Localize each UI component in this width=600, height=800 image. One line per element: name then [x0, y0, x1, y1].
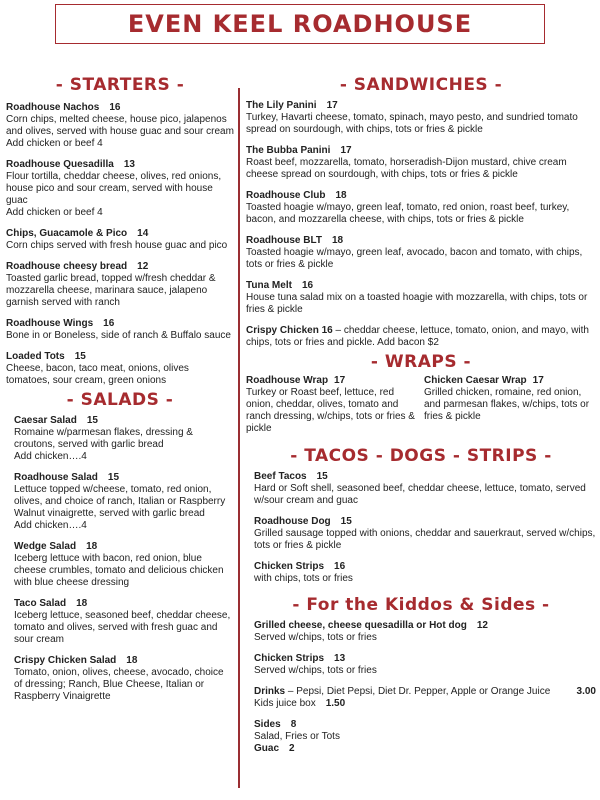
menu-item-kids-grilled-cheese: Grilled cheese, cheese quesadilla or Hot dog 12 Served w/chips, tots or fries: [254, 620, 488, 643]
menu-item-cheesy-bread: Roadhouse cheesy bread 12 Toasted garlic bread, topped w/fresh cheddar & mozzarella cheese, marinara sauce, jalapeno garnish served with ranch: [6, 261, 216, 308]
left-column: [6, 74, 234, 712]
salads-heading: - SALADS -: [66, 390, 174, 410]
menu-item-caesar-salad: Caesar Salad 15 Romaine w/parmesan flakes, dressing & croutons, served with garlic bread Add chicken….4: [14, 415, 193, 462]
menu-item-chips-guac: Chips, Guacamole & Pico 14 Corn chips served with fresh house guac and pico: [6, 228, 228, 251]
menu-item-roadhouse-blt: Roadhouse BLT 18 Toasted hoagie w/mayo, green leaf, avocado, bacon and tomato, with chips, tots or fries & pickle: [246, 235, 583, 270]
menu-item-roadhouse-salad: Roadhouse Salad 15 Lettuce topped w/cheese, tomato, red onion, olives, and choice of ranch, Italian or Raspberry Walnut vinaigrette, served with garlic bread Add chicken….4: [14, 472, 226, 531]
menu-item-crispy-chicken: Crispy Chicken 16 – cheddar cheese, lettuce, tomato, onion, and mayo, with chips, tots or fries and pickle. Add bacon $2: [246, 325, 589, 348]
menu-item-loaded-tots: Loaded Tots 15 Cheese, bacon, taco meat, onions, olives tomatoes, sour cream, green onions: [6, 351, 189, 386]
right-column: [246, 74, 596, 755]
menu-item-chicken-strips: Chicken Strips 16 with chips, tots or fries: [254, 561, 353, 584]
menu-item-quesadilla: Roadhouse Quesadilla 13 Flour tortilla, cheddar cheese, olives, red onions, house pico and sour cream, served with house guac Add chicken or beef 4: [6, 159, 222, 218]
kiddos-heading: - For the Kiddos & Sides -: [292, 595, 550, 615]
sandwiches-heading: - SANDWICHES -: [339, 75, 503, 95]
menu-item-roadhouse-club: Roadhouse Club 18 Toasted hoagie w/mayo, green leaf, tomato, red onion, roast beef, turkey, bacon, and mozzarella cheese, with chips, tots or fries & pickle: [246, 190, 570, 225]
drinks-row: Drinks – Pepsi, Diet Pepsi, Diet Dr. Pepper, Apple or Orange Juice 3.00: [254, 686, 596, 697]
starters-heading: - STARTERS -: [55, 75, 185, 95]
tacos-heading: - TACOS - DOGS - STRIPS -: [290, 446, 552, 466]
menu-item-kids-chicken-strips: Chicken Strips 13 Served w/chips, tots or fries: [254, 653, 377, 676]
menu-item-nachos: Roadhouse Nachos 16 Corn chips, melted cheese, house pico, jalapenos and olives, served with house guac and sour cream Add chicken or beef 4: [6, 102, 234, 149]
menu-item-roadhouse-dog: Roadhouse Dog 15 Grilled sausage topped with onions, cheddar and sauerkraut, served w/chips, tots or fries & pickle: [254, 516, 596, 551]
menu-item-beef-tacos: Beef Tacos 15 Hard or Soft shell, seasoned beef, cheddar cheese, lettuce, tomato, served w/sour cream and guac: [254, 471, 586, 506]
menu-item-lily-panini: The Lily Panini 17 Turkey, Havarti cheese, tomato, spinach, mayo pesto, and sundried tomato spread on sourdough, with chips, tots or fries & pickle: [246, 100, 578, 135]
restaurant-title: EVEN KEEL ROADHOUSE: [127, 10, 473, 38]
menu-item-wedge-salad: Wedge Salad 18 Iceberg lettuce with bacon, red onion, blue cheese crumbles, tomato and delicious chicken with blue cheese dressing: [14, 541, 224, 588]
column-divider: [238, 88, 240, 788]
menu-item-tuna-melt: Tuna Melt 16 House tuna salad mix on a toasted hoagie with mozzarella, with chips, tots or fries & pickle: [246, 280, 588, 315]
menu-item-chicken-caesar-wrap: Chicken Caesar Wrap 17 Grilled chicken, romaine, red onion, and parmesan flakes, w/chips, tots or fries & pickle: [424, 375, 590, 422]
menu-item-bubba-panini: The Bubba Panini 17 Roast beef, mozzarella, tomato, horseradish-Dijon mustard, chive cream cheese spread on sourdough, with chips, tots or fries & pickle: [246, 145, 567, 180]
title-banner: [55, 4, 545, 44]
menu-item-roadhouse-wrap: Roadhouse Wrap 17 Turkey or Roast beef, lettuce, red onion, cheddar, olives, tomato and ranch dressing, w/chips, tots or fries & pickle: [246, 375, 415, 434]
menu-item-crispy-chicken-salad: Crispy Chicken Salad 18 Tomato, onion, olives, cheese, avocado, choice of dressing; Ranch, Blue Cheese, Italian or Raspberry Vinaigrette: [14, 655, 224, 702]
menu-item-taco-salad: Taco Salad 18 Iceberg lettuce, seasoned beef, cheddar cheese, tomato and olives, served with fresh guac and sour cream: [14, 598, 231, 645]
menu-item-drinks: Drinks – Pepsi, Diet Pepsi, Diet Dr. Pepper, Apple or Orange Juice 3.00 Kids juice box 1.50: [254, 686, 596, 709]
menu-item-sides: Sides 8 Salad, Fries or Tots Guac 2: [254, 719, 340, 754]
menu-item-wings: Roadhouse Wings 16 Bone in or Boneless, side of ranch & Buffalo sauce: [6, 318, 231, 341]
wraps-heading: - WRAPS -: [370, 352, 472, 372]
wraps-row: [246, 375, 596, 435]
